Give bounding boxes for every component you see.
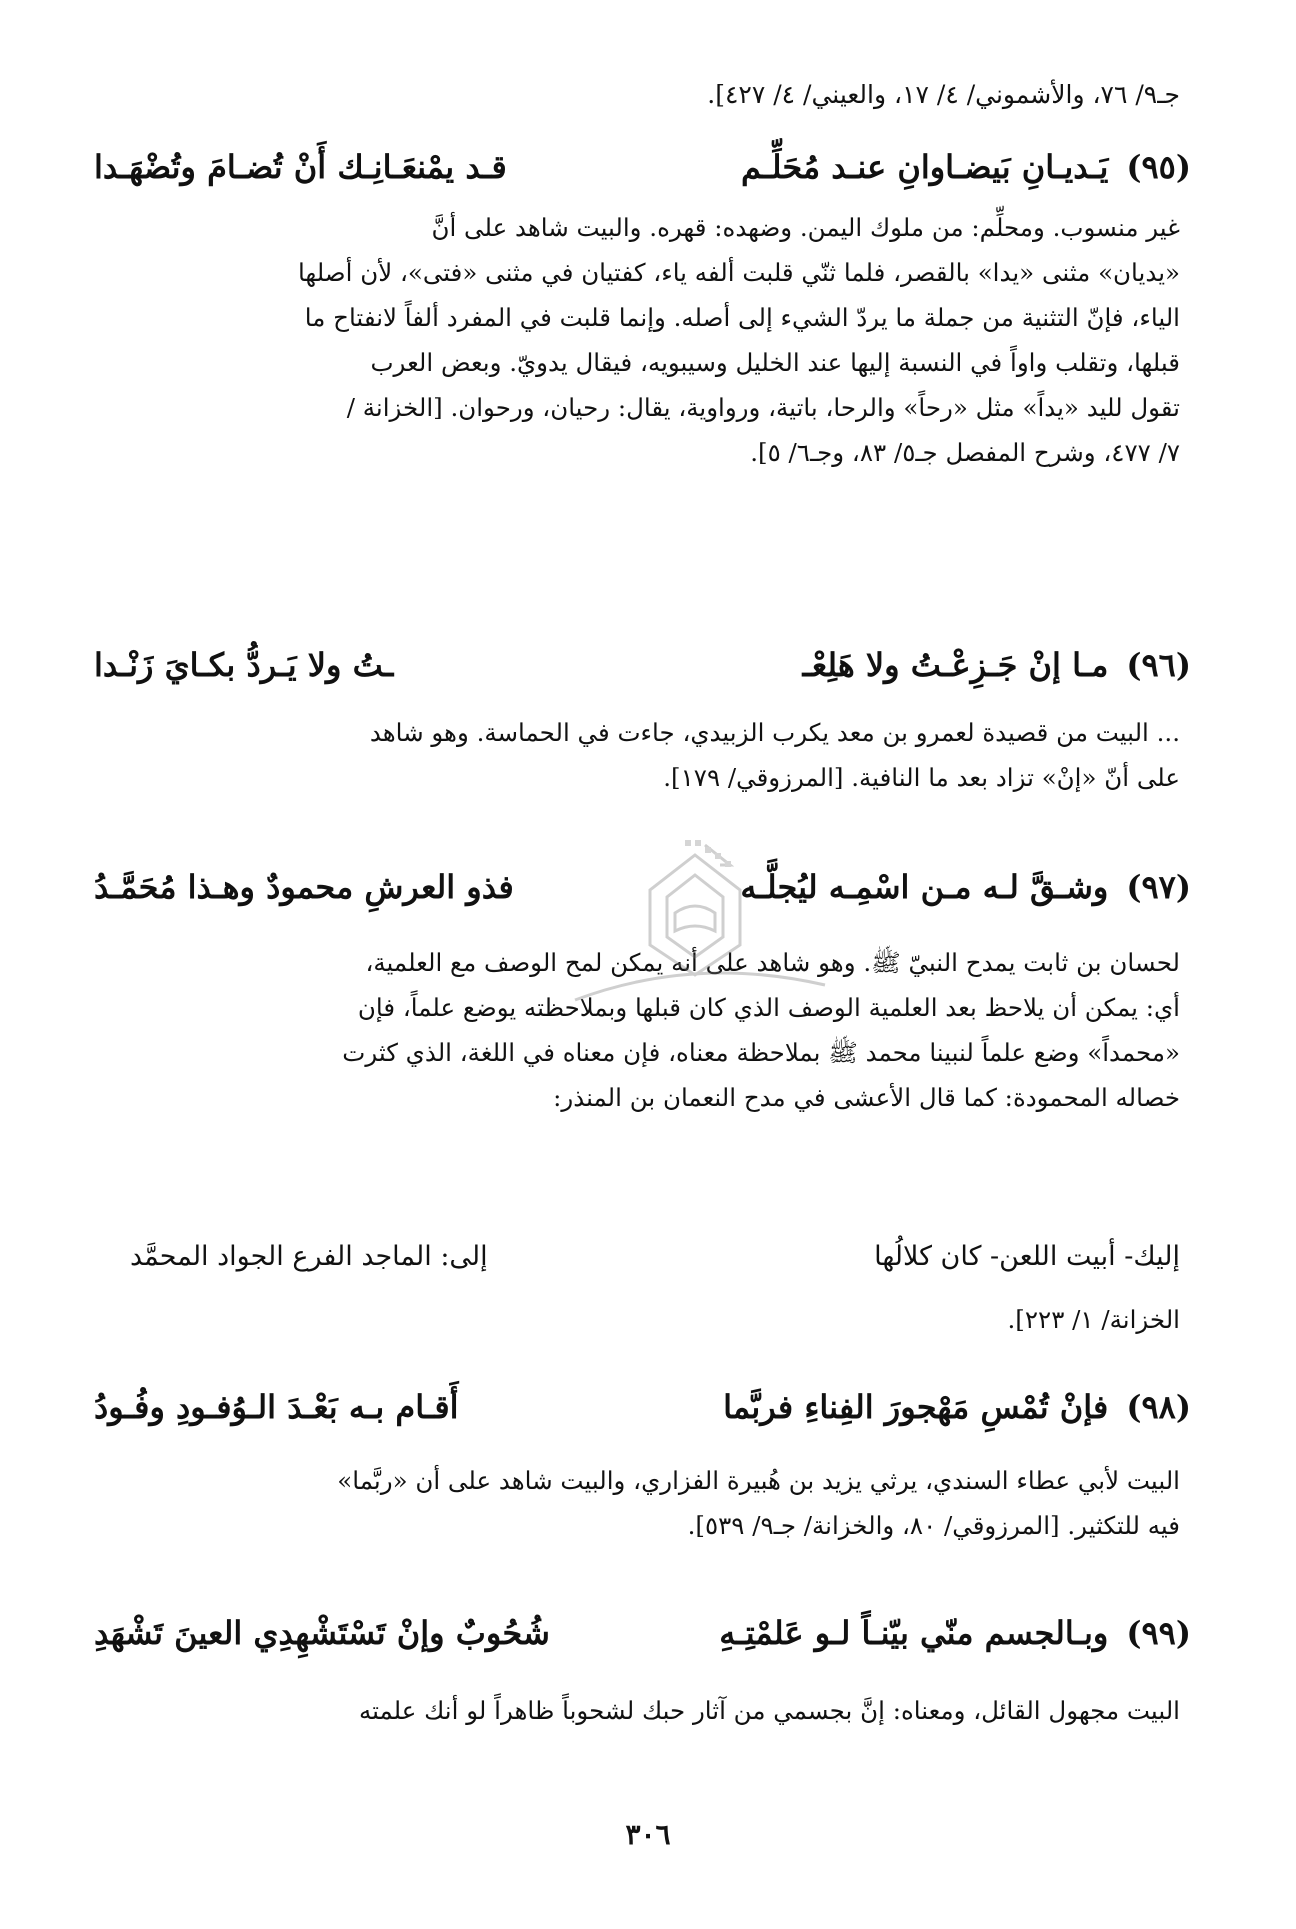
verse-second-hemistich: ـتُ ولا يَـردُّ بكـايَ زَنْـدا xyxy=(94,646,394,684)
library-watermark-logo xyxy=(545,835,845,1035)
commentary-line: على أنّ «إنْ» تزاد بعد ما النافية. [المرزوقي/ ١٧٩]. xyxy=(663,763,1180,792)
page-number: ٣٠٦ xyxy=(625,1818,671,1851)
commentary-line: تقول لليد «يداً» مثل «رحاً» والرحا، باتية، ورواوية، يقال: رحيان، ورحوان. [الخزانة / xyxy=(346,393,1180,422)
verse-first-hemistich: وبـالجسم منّي بيّنـاً لـو عَلمْتِـهِ xyxy=(719,1614,1109,1652)
verse-95 xyxy=(94,142,1191,192)
commentary-line: الياء، فإنّ التثنية من جملة ما يردّ الشيء إلى أصله. وإنما قلبت في المفرد ألفاً لانفتاح ما xyxy=(304,303,1180,332)
quoted-verse-al-asha xyxy=(130,1232,1180,1280)
reference-line: الخزانة/ ١/ ٢٢٣]. xyxy=(1007,1305,1180,1334)
commentary-line: «يديان» مثنى «يدا» بالقصر، فلما ثنّي قلبت ألفه ياء، كفتيان في مثنى «فتى»، لأن أصلها xyxy=(297,258,1180,287)
commentary-95 xyxy=(88,205,1180,475)
commentary-line: فيه للتكثير. [المرزوقي/ ٨٠، والخزانة/ جـ٩/ ٥٣٩]. xyxy=(687,1511,1180,1540)
verse-number: (٩٧) xyxy=(1126,868,1191,906)
commentary-line: لحسان بن ثابت يمدح النبيّ ﷺ. وهو شاهد على أنه يمكن لمح الوصف مع العلمية، xyxy=(365,948,1180,977)
commentary-99 xyxy=(88,1688,1180,1733)
commentary-line: غير منسوب. ومحلِّم: من ملوك اليمن. وضهده: قهره. والبيت شاهد على أنَّ xyxy=(431,213,1180,242)
commentary-line: ٧/ ٤٧٧، وشرح المفصل جـ٥/ ٨٣، وجـ٦/ ٥]. xyxy=(750,438,1180,467)
commentary-line: قبلها، وتقلب واواً في النسبة إليها عند الخليل وسيبويه، فيقال يدويّ. وبعض العرب xyxy=(370,348,1180,377)
commentary-line: البيت لأبي عطاء السندي، يرثي يزيد بن هُبيرة الفزاري، والبيت شاهد على أن «ربَّما» xyxy=(337,1466,1180,1495)
verse-first-hemistich: وشـقَّ لـه مـن اسْمِـه ليُجلَّـه xyxy=(740,868,1109,906)
verse-number: (٩٦) xyxy=(1126,646,1191,684)
verse-second-hemistich: أَقـام بـه بَعْـدَ الـوُفـودِ وفُـودُ xyxy=(94,1388,459,1426)
commentary-line: أي: يمكن أن يلاحظ بعد العلمية الوصف الذي كان قبلها وبملاحظته يوضع علماً، فإن xyxy=(357,993,1180,1022)
verse-second-hemistich: قـد يمْنعَـانِـك أَنْ تُضـامَ وتُضْهَـدا xyxy=(94,148,507,186)
commentary-98 xyxy=(88,1458,1180,1548)
verse-second-hemistich: شُحُوبٌ وإنْ تَسْتَشْهِدِي العينَ تَشْهَدِ xyxy=(94,1614,550,1652)
commentary-line: «محمداً» وضع علماً لنبينا محمد ﷺ بملاحظة معناه، فإن معناه في اللغة، الذي كثرت xyxy=(342,1038,1180,1067)
verse-number: (٩٨) xyxy=(1126,1388,1191,1426)
commentary-line: خصاله المحمودة: كما قال الأعشى في مدح النعمان بن المنذر: xyxy=(553,1083,1180,1112)
verse-first-hemistich: يَـديـانِ بَيضـاوانِ عنـد مُحَلِّـم xyxy=(741,148,1109,186)
verse-98 xyxy=(94,1382,1191,1432)
commentary-line: ... البيت من قصيدة لعمرو بن معد يكرب الزبيدي، جاءت في الحماسة. وهو شاهد xyxy=(369,718,1180,747)
verse-number: (٩٩) xyxy=(1126,1614,1191,1652)
commentary-96 xyxy=(88,710,1180,800)
verse-number: (٩٥) xyxy=(1126,148,1191,186)
verse-second-hemistich: فذو العرشِ محمودٌ وهـذا مُحَمَّـدُ xyxy=(94,868,514,906)
quoted-first-hemistich: إليك- أبيت اللعن- كان كلالُها xyxy=(874,1240,1180,1272)
continued-reference-line: جـ٩/ ٧٦، والأشموني/ ٤/ ١٧، والعيني/ ٤/ ٤٢٧]. xyxy=(707,80,1180,109)
quoted-second-hemistich: إلى: الماجد الفرع الجواد المحمَّد xyxy=(130,1240,488,1272)
verse-first-hemistich: مـا إنْ جَـزِعْـتُ ولا هَلِعْـ xyxy=(802,646,1109,684)
verse-99 xyxy=(94,1608,1191,1658)
verse-first-hemistich: فإنْ تُمْسِ مَهْجورَ الفِناءِ فربَّما xyxy=(723,1388,1109,1426)
verse-96 xyxy=(94,640,1191,690)
commentary-line: البيت مجهول القائل، ومعناه: إنَّ بجسمي من آثار حبك لشحوباً ظاهراً لو أنك علمته xyxy=(358,1696,1180,1725)
